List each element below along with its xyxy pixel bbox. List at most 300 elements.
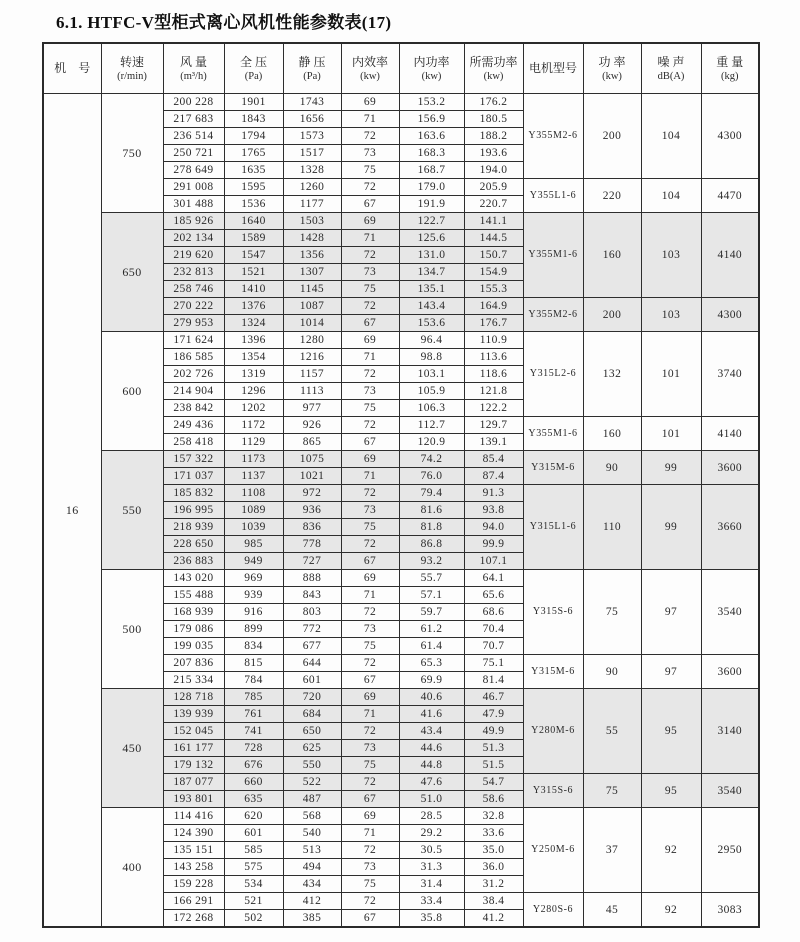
motor-power-cell: 90 xyxy=(583,655,641,689)
total-pressure-cell: 1039 xyxy=(224,519,283,536)
motor-model-cell: Y315L2-6 xyxy=(523,332,583,417)
static-pressure-cell: 772 xyxy=(283,621,341,638)
speed-cell: 650 xyxy=(101,213,163,332)
required-power-cell: 122.2 xyxy=(464,400,523,417)
static-pressure-cell: 936 xyxy=(283,502,341,519)
noise-cell: 103 xyxy=(641,213,701,298)
static-pressure-cell: 1075 xyxy=(283,451,341,468)
total-pressure-cell: 785 xyxy=(224,689,283,706)
internal-power-cell: 143.4 xyxy=(399,298,464,315)
col-header-unit: (kw) xyxy=(602,70,622,82)
airflow-cell: 128 718 xyxy=(163,689,224,706)
efficiency-cell: 71 xyxy=(341,587,399,604)
col-header-unit: (kw) xyxy=(360,70,380,82)
airflow-cell: 214 904 xyxy=(163,383,224,400)
airflow-cell: 143 258 xyxy=(163,859,224,876)
noise-cell: 103 xyxy=(641,298,701,332)
static-pressure-cell: 727 xyxy=(283,553,341,570)
internal-power-cell: 179.0 xyxy=(399,179,464,196)
airflow-cell: 238 842 xyxy=(163,400,224,417)
airflow-cell: 172 268 xyxy=(163,910,224,928)
static-pressure-cell: 385 xyxy=(283,910,341,928)
motor-model-cell: Y355L1-6 xyxy=(523,179,583,213)
internal-power-cell: 28.5 xyxy=(399,808,464,825)
internal-power-cell: 131.0 xyxy=(399,247,464,264)
efficiency-cell: 67 xyxy=(341,434,399,451)
internal-power-cell: 69.9 xyxy=(399,672,464,689)
static-pressure-cell: 1280 xyxy=(283,332,341,349)
required-power-cell: 49.9 xyxy=(464,723,523,740)
total-pressure-cell: 1202 xyxy=(224,400,283,417)
airflow-cell: 193 801 xyxy=(163,791,224,808)
required-power-cell: 93.8 xyxy=(464,502,523,519)
speed-cell: 450 xyxy=(101,689,163,808)
required-power-cell: 113.6 xyxy=(464,349,523,366)
total-pressure-cell: 1137 xyxy=(224,468,283,485)
efficiency-cell: 72 xyxy=(341,655,399,672)
col-header-unit: (Pa) xyxy=(244,70,263,82)
required-power-cell: 107.1 xyxy=(464,553,523,570)
efficiency-cell: 72 xyxy=(341,893,399,910)
table-row xyxy=(43,332,759,349)
static-pressure-cell: 601 xyxy=(283,672,341,689)
internal-power-cell: 30.5 xyxy=(399,842,464,859)
efficiency-cell: 72 xyxy=(341,842,399,859)
internal-power-cell: 168.3 xyxy=(399,145,464,162)
total-pressure-cell: 585 xyxy=(224,842,283,859)
efficiency-cell: 67 xyxy=(341,672,399,689)
weight-cell: 3600 xyxy=(701,655,759,689)
motor-model-cell: Y315L1-6 xyxy=(523,485,583,570)
motor-model-cell: Y315S-6 xyxy=(523,774,583,808)
airflow-cell: 278 649 xyxy=(163,162,224,179)
efficiency-cell: 72 xyxy=(341,604,399,621)
required-power-cell: 36.0 xyxy=(464,859,523,876)
total-pressure-cell: 1794 xyxy=(224,128,283,145)
col-header-airflow xyxy=(163,43,224,94)
static-pressure-cell: 888 xyxy=(283,570,341,587)
efficiency-cell: 73 xyxy=(341,502,399,519)
internal-power-cell: 35.8 xyxy=(399,910,464,928)
required-power-cell: 154.9 xyxy=(464,264,523,281)
efficiency-cell: 69 xyxy=(341,689,399,706)
static-pressure-cell: 1157 xyxy=(283,366,341,383)
airflow-cell: 185 926 xyxy=(163,213,224,230)
col-header-unit: (kw) xyxy=(483,70,504,82)
motor-power-cell: 132 xyxy=(583,332,641,417)
internal-power-cell: 29.2 xyxy=(399,825,464,842)
airflow-cell: 258 418 xyxy=(163,434,224,451)
motor-power-cell: 75 xyxy=(583,570,641,655)
required-power-cell: 58.6 xyxy=(464,791,523,808)
weight-cell: 4470 xyxy=(701,179,759,213)
static-pressure-cell: 625 xyxy=(283,740,341,757)
airflow-cell: 228 650 xyxy=(163,536,224,553)
required-power-cell: 70.4 xyxy=(464,621,523,638)
internal-power-cell: 163.6 xyxy=(399,128,464,145)
motor-power-cell: 75 xyxy=(583,774,641,808)
noise-cell: 97 xyxy=(641,655,701,689)
static-pressure-cell: 494 xyxy=(283,859,341,876)
static-pressure-cell: 1113 xyxy=(283,383,341,400)
performance-table xyxy=(42,42,760,928)
col-header-label: 机 号 xyxy=(54,61,91,75)
static-pressure-cell: 836 xyxy=(283,519,341,536)
efficiency-cell: 73 xyxy=(341,145,399,162)
total-pressure-cell: 1635 xyxy=(224,162,283,179)
total-pressure-cell: 728 xyxy=(224,740,283,757)
internal-power-cell: 76.0 xyxy=(399,468,464,485)
total-pressure-cell: 1173 xyxy=(224,451,283,468)
table-row xyxy=(43,689,759,706)
static-pressure-cell: 865 xyxy=(283,434,341,451)
internal-power-cell: 122.7 xyxy=(399,213,464,230)
internal-power-cell: 65.3 xyxy=(399,655,464,672)
internal-power-cell: 98.8 xyxy=(399,349,464,366)
total-pressure-cell: 1640 xyxy=(224,213,283,230)
noise-cell: 101 xyxy=(641,417,701,451)
static-pressure-cell: 412 xyxy=(283,893,341,910)
weight-cell: 3600 xyxy=(701,451,759,485)
motor-power-cell: 55 xyxy=(583,689,641,774)
internal-power-cell: 153.2 xyxy=(399,94,464,111)
noise-cell: 92 xyxy=(641,808,701,893)
efficiency-cell: 67 xyxy=(341,910,399,928)
total-pressure-cell: 1536 xyxy=(224,196,283,213)
static-pressure-cell: 513 xyxy=(283,842,341,859)
internal-power-cell: 86.8 xyxy=(399,536,464,553)
required-power-cell: 180.5 xyxy=(464,111,523,128)
airflow-cell: 179 086 xyxy=(163,621,224,638)
efficiency-cell: 67 xyxy=(341,791,399,808)
weight-cell: 3083 xyxy=(701,893,759,928)
airflow-cell: 157 322 xyxy=(163,451,224,468)
static-pressure-cell: 1260 xyxy=(283,179,341,196)
col-header-motor-model xyxy=(523,43,583,94)
airflow-cell: 291 008 xyxy=(163,179,224,196)
airflow-cell: 179 132 xyxy=(163,757,224,774)
col-header-unit: (m³/h) xyxy=(180,70,207,82)
static-pressure-cell: 1021 xyxy=(283,468,341,485)
total-pressure-cell: 1410 xyxy=(224,281,283,298)
total-pressure-cell: 575 xyxy=(224,859,283,876)
required-power-cell: 141.1 xyxy=(464,213,523,230)
static-pressure-cell: 522 xyxy=(283,774,341,791)
airflow-cell: 279 953 xyxy=(163,315,224,332)
motor-model-cell: Y355M1-6 xyxy=(523,417,583,451)
required-power-cell: 70.7 xyxy=(464,638,523,655)
required-power-cell: 75.1 xyxy=(464,655,523,672)
efficiency-cell: 73 xyxy=(341,740,399,757)
efficiency-cell: 72 xyxy=(341,298,399,315)
static-pressure-cell: 1145 xyxy=(283,281,341,298)
motor-power-cell: 45 xyxy=(583,893,641,928)
efficiency-cell: 72 xyxy=(341,723,399,740)
internal-power-cell: 112.7 xyxy=(399,417,464,434)
col-header-unit: (kg) xyxy=(721,70,739,82)
required-power-cell: 35.0 xyxy=(464,842,523,859)
speed-cell: 500 xyxy=(101,570,163,689)
page-title: 6.1. HTFC-V型柜式离心风机性能参数表(17) xyxy=(56,13,392,32)
weight-cell: 4140 xyxy=(701,417,759,451)
motor-model-cell: Y315M-6 xyxy=(523,451,583,485)
col-header-label: 全 压 xyxy=(239,54,267,69)
internal-power-cell: 74.2 xyxy=(399,451,464,468)
machine-no-cell: 16 xyxy=(43,94,101,928)
efficiency-cell: 69 xyxy=(341,451,399,468)
required-power-cell: 144.5 xyxy=(464,230,523,247)
motor-power-cell: 220 xyxy=(583,179,641,213)
static-pressure-cell: 1216 xyxy=(283,349,341,366)
static-pressure-cell: 1428 xyxy=(283,230,341,247)
required-power-cell: 68.6 xyxy=(464,604,523,621)
efficiency-cell: 73 xyxy=(341,621,399,638)
static-pressure-cell: 1503 xyxy=(283,213,341,230)
col-header-machine-no xyxy=(43,43,101,94)
col-header-label: 电机型号 xyxy=(528,61,577,75)
col-header-label: 功 率 xyxy=(598,54,626,69)
efficiency-cell: 69 xyxy=(341,332,399,349)
required-power-cell: 51.5 xyxy=(464,757,523,774)
efficiency-cell: 71 xyxy=(341,706,399,723)
efficiency-cell: 72 xyxy=(341,417,399,434)
airflow-cell: 155 488 xyxy=(163,587,224,604)
noise-cell: 99 xyxy=(641,451,701,485)
static-pressure-cell: 1177 xyxy=(283,196,341,213)
noise-cell: 101 xyxy=(641,332,701,417)
noise-cell: 104 xyxy=(641,94,701,179)
static-pressure-cell: 550 xyxy=(283,757,341,774)
table-row xyxy=(43,451,759,468)
col-header-internal-efficiency xyxy=(341,43,399,94)
speed-cell: 750 xyxy=(101,94,163,213)
total-pressure-cell: 834 xyxy=(224,638,283,655)
total-pressure-cell: 1396 xyxy=(224,332,283,349)
required-power-cell: 194.0 xyxy=(464,162,523,179)
airflow-cell: 143 020 xyxy=(163,570,224,587)
col-header-label: 风 量 xyxy=(179,54,207,69)
required-power-cell: 155.3 xyxy=(464,281,523,298)
table-row xyxy=(43,808,759,825)
efficiency-cell: 72 xyxy=(341,128,399,145)
col-header-speed xyxy=(101,43,163,94)
total-pressure-cell: 1129 xyxy=(224,434,283,451)
total-pressure-cell: 815 xyxy=(224,655,283,672)
efficiency-cell: 73 xyxy=(341,383,399,400)
internal-power-cell: 103.1 xyxy=(399,366,464,383)
airflow-cell: 207 836 xyxy=(163,655,224,672)
total-pressure-cell: 620 xyxy=(224,808,283,825)
internal-power-cell: 106.3 xyxy=(399,400,464,417)
col-header-label: 重 量 xyxy=(716,54,744,69)
required-power-cell: 32.8 xyxy=(464,808,523,825)
airflow-cell: 171 624 xyxy=(163,332,224,349)
col-header-label: 内效率 xyxy=(351,54,388,69)
total-pressure-cell: 1324 xyxy=(224,315,283,332)
required-power-cell: 220.7 xyxy=(464,196,523,213)
required-power-cell: 47.9 xyxy=(464,706,523,723)
airflow-cell: 152 045 xyxy=(163,723,224,740)
required-power-cell: 38.4 xyxy=(464,893,523,910)
required-power-cell: 31.2 xyxy=(464,876,523,893)
total-pressure-cell: 1376 xyxy=(224,298,283,315)
weight-cell: 3660 xyxy=(701,485,759,570)
required-power-cell: 54.7 xyxy=(464,774,523,791)
required-power-cell: 94.0 xyxy=(464,519,523,536)
internal-power-cell: 55.7 xyxy=(399,570,464,587)
required-power-cell: 65.6 xyxy=(464,587,523,604)
internal-power-cell: 153.6 xyxy=(399,315,464,332)
total-pressure-cell: 1108 xyxy=(224,485,283,502)
static-pressure-cell: 977 xyxy=(283,400,341,417)
airflow-cell: 187 077 xyxy=(163,774,224,791)
efficiency-cell: 69 xyxy=(341,570,399,587)
required-power-cell: 51.3 xyxy=(464,740,523,757)
total-pressure-cell: 1089 xyxy=(224,502,283,519)
static-pressure-cell: 650 xyxy=(283,723,341,740)
total-pressure-cell: 676 xyxy=(224,757,283,774)
col-header-label: 噪 声 xyxy=(657,54,685,69)
internal-power-cell: 96.4 xyxy=(399,332,464,349)
internal-power-cell: 41.6 xyxy=(399,706,464,723)
efficiency-cell: 75 xyxy=(341,638,399,655)
efficiency-cell: 75 xyxy=(341,876,399,893)
motor-power-cell: 160 xyxy=(583,417,641,451)
static-pressure-cell: 926 xyxy=(283,417,341,434)
motor-model-cell: Y280M-6 xyxy=(523,689,583,774)
total-pressure-cell: 1589 xyxy=(224,230,283,247)
col-header-static-pressure xyxy=(283,43,341,94)
total-pressure-cell: 1901 xyxy=(224,94,283,111)
efficiency-cell: 72 xyxy=(341,485,399,502)
total-pressure-cell: 969 xyxy=(224,570,283,587)
total-pressure-cell: 534 xyxy=(224,876,283,893)
efficiency-cell: 72 xyxy=(341,179,399,196)
required-power-cell: 110.9 xyxy=(464,332,523,349)
internal-power-cell: 51.0 xyxy=(399,791,464,808)
airflow-cell: 135 151 xyxy=(163,842,224,859)
airflow-cell: 250 721 xyxy=(163,145,224,162)
static-pressure-cell: 684 xyxy=(283,706,341,723)
total-pressure-cell: 949 xyxy=(224,553,283,570)
total-pressure-cell: 985 xyxy=(224,536,283,553)
weight-cell: 3540 xyxy=(701,774,759,808)
noise-cell: 95 xyxy=(641,689,701,774)
total-pressure-cell: 784 xyxy=(224,672,283,689)
efficiency-cell: 72 xyxy=(341,366,399,383)
required-power-cell: 164.9 xyxy=(464,298,523,315)
weight-cell: 3540 xyxy=(701,570,759,655)
total-pressure-cell: 521 xyxy=(224,893,283,910)
efficiency-cell: 75 xyxy=(341,519,399,536)
table-row xyxy=(43,570,759,587)
internal-power-cell: 44.8 xyxy=(399,757,464,774)
airflow-cell: 219 620 xyxy=(163,247,224,264)
airflow-cell: 171 037 xyxy=(163,468,224,485)
airflow-cell: 249 436 xyxy=(163,417,224,434)
noise-cell: 95 xyxy=(641,774,701,808)
static-pressure-cell: 1743 xyxy=(283,94,341,111)
required-power-cell: 85.4 xyxy=(464,451,523,468)
airflow-cell: 202 726 xyxy=(163,366,224,383)
airflow-cell: 236 883 xyxy=(163,553,224,570)
static-pressure-cell: 1307 xyxy=(283,264,341,281)
airflow-cell: 166 291 xyxy=(163,893,224,910)
static-pressure-cell: 720 xyxy=(283,689,341,706)
airflow-cell: 124 390 xyxy=(163,825,224,842)
motor-power-cell: 90 xyxy=(583,451,641,485)
col-header-unit: (kw) xyxy=(421,70,442,82)
static-pressure-cell: 1517 xyxy=(283,145,341,162)
internal-power-cell: 81.6 xyxy=(399,502,464,519)
airflow-cell: 215 334 xyxy=(163,672,224,689)
internal-power-cell: 44.6 xyxy=(399,740,464,757)
table-row xyxy=(43,94,759,111)
required-power-cell: 87.4 xyxy=(464,468,523,485)
col-header-required-power xyxy=(464,43,523,94)
static-pressure-cell: 644 xyxy=(283,655,341,672)
airflow-cell: 200 228 xyxy=(163,94,224,111)
motor-model-cell: Y280S-6 xyxy=(523,893,583,928)
motor-model-cell: Y355M1-6 xyxy=(523,213,583,298)
internal-power-cell: 61.4 xyxy=(399,638,464,655)
efficiency-cell: 71 xyxy=(341,468,399,485)
col-header-label: 静 压 xyxy=(298,54,326,69)
total-pressure-cell: 1296 xyxy=(224,383,283,400)
efficiency-cell: 75 xyxy=(341,162,399,179)
static-pressure-cell: 778 xyxy=(283,536,341,553)
total-pressure-cell: 1595 xyxy=(224,179,283,196)
airflow-cell: 139 939 xyxy=(163,706,224,723)
static-pressure-cell: 1573 xyxy=(283,128,341,145)
efficiency-cell: 71 xyxy=(341,111,399,128)
total-pressure-cell: 899 xyxy=(224,621,283,638)
internal-power-cell: 61.2 xyxy=(399,621,464,638)
required-power-cell: 33.6 xyxy=(464,825,523,842)
static-pressure-cell: 1656 xyxy=(283,111,341,128)
required-power-cell: 46.7 xyxy=(464,689,523,706)
internal-power-cell: 57.1 xyxy=(399,587,464,604)
airflow-cell: 168 939 xyxy=(163,604,224,621)
total-pressure-cell: 1765 xyxy=(224,145,283,162)
efficiency-cell: 69 xyxy=(341,94,399,111)
col-header-label: 内功率 xyxy=(413,54,450,69)
motor-model-cell: Y355M2-6 xyxy=(523,94,583,179)
total-pressure-cell: 502 xyxy=(224,910,283,928)
motor-model-cell: Y315S-6 xyxy=(523,570,583,655)
static-pressure-cell: 843 xyxy=(283,587,341,604)
airflow-cell: 258 746 xyxy=(163,281,224,298)
airflow-cell: 202 134 xyxy=(163,230,224,247)
static-pressure-cell: 1014 xyxy=(283,315,341,332)
efficiency-cell: 72 xyxy=(341,774,399,791)
total-pressure-cell: 635 xyxy=(224,791,283,808)
speed-cell: 550 xyxy=(101,451,163,570)
total-pressure-cell: 916 xyxy=(224,604,283,621)
required-power-cell: 81.4 xyxy=(464,672,523,689)
required-power-cell: 205.9 xyxy=(464,179,523,196)
required-power-cell: 64.1 xyxy=(464,570,523,587)
internal-power-cell: 40.6 xyxy=(399,689,464,706)
table-row xyxy=(43,213,759,230)
col-header-label: 所需功率 xyxy=(469,54,518,69)
speed-cell: 400 xyxy=(101,808,163,928)
airflow-cell: 114 416 xyxy=(163,808,224,825)
required-power-cell: 129.7 xyxy=(464,417,523,434)
motor-power-cell: 200 xyxy=(583,298,641,332)
table-header xyxy=(43,43,759,94)
static-pressure-cell: 1328 xyxy=(283,162,341,179)
